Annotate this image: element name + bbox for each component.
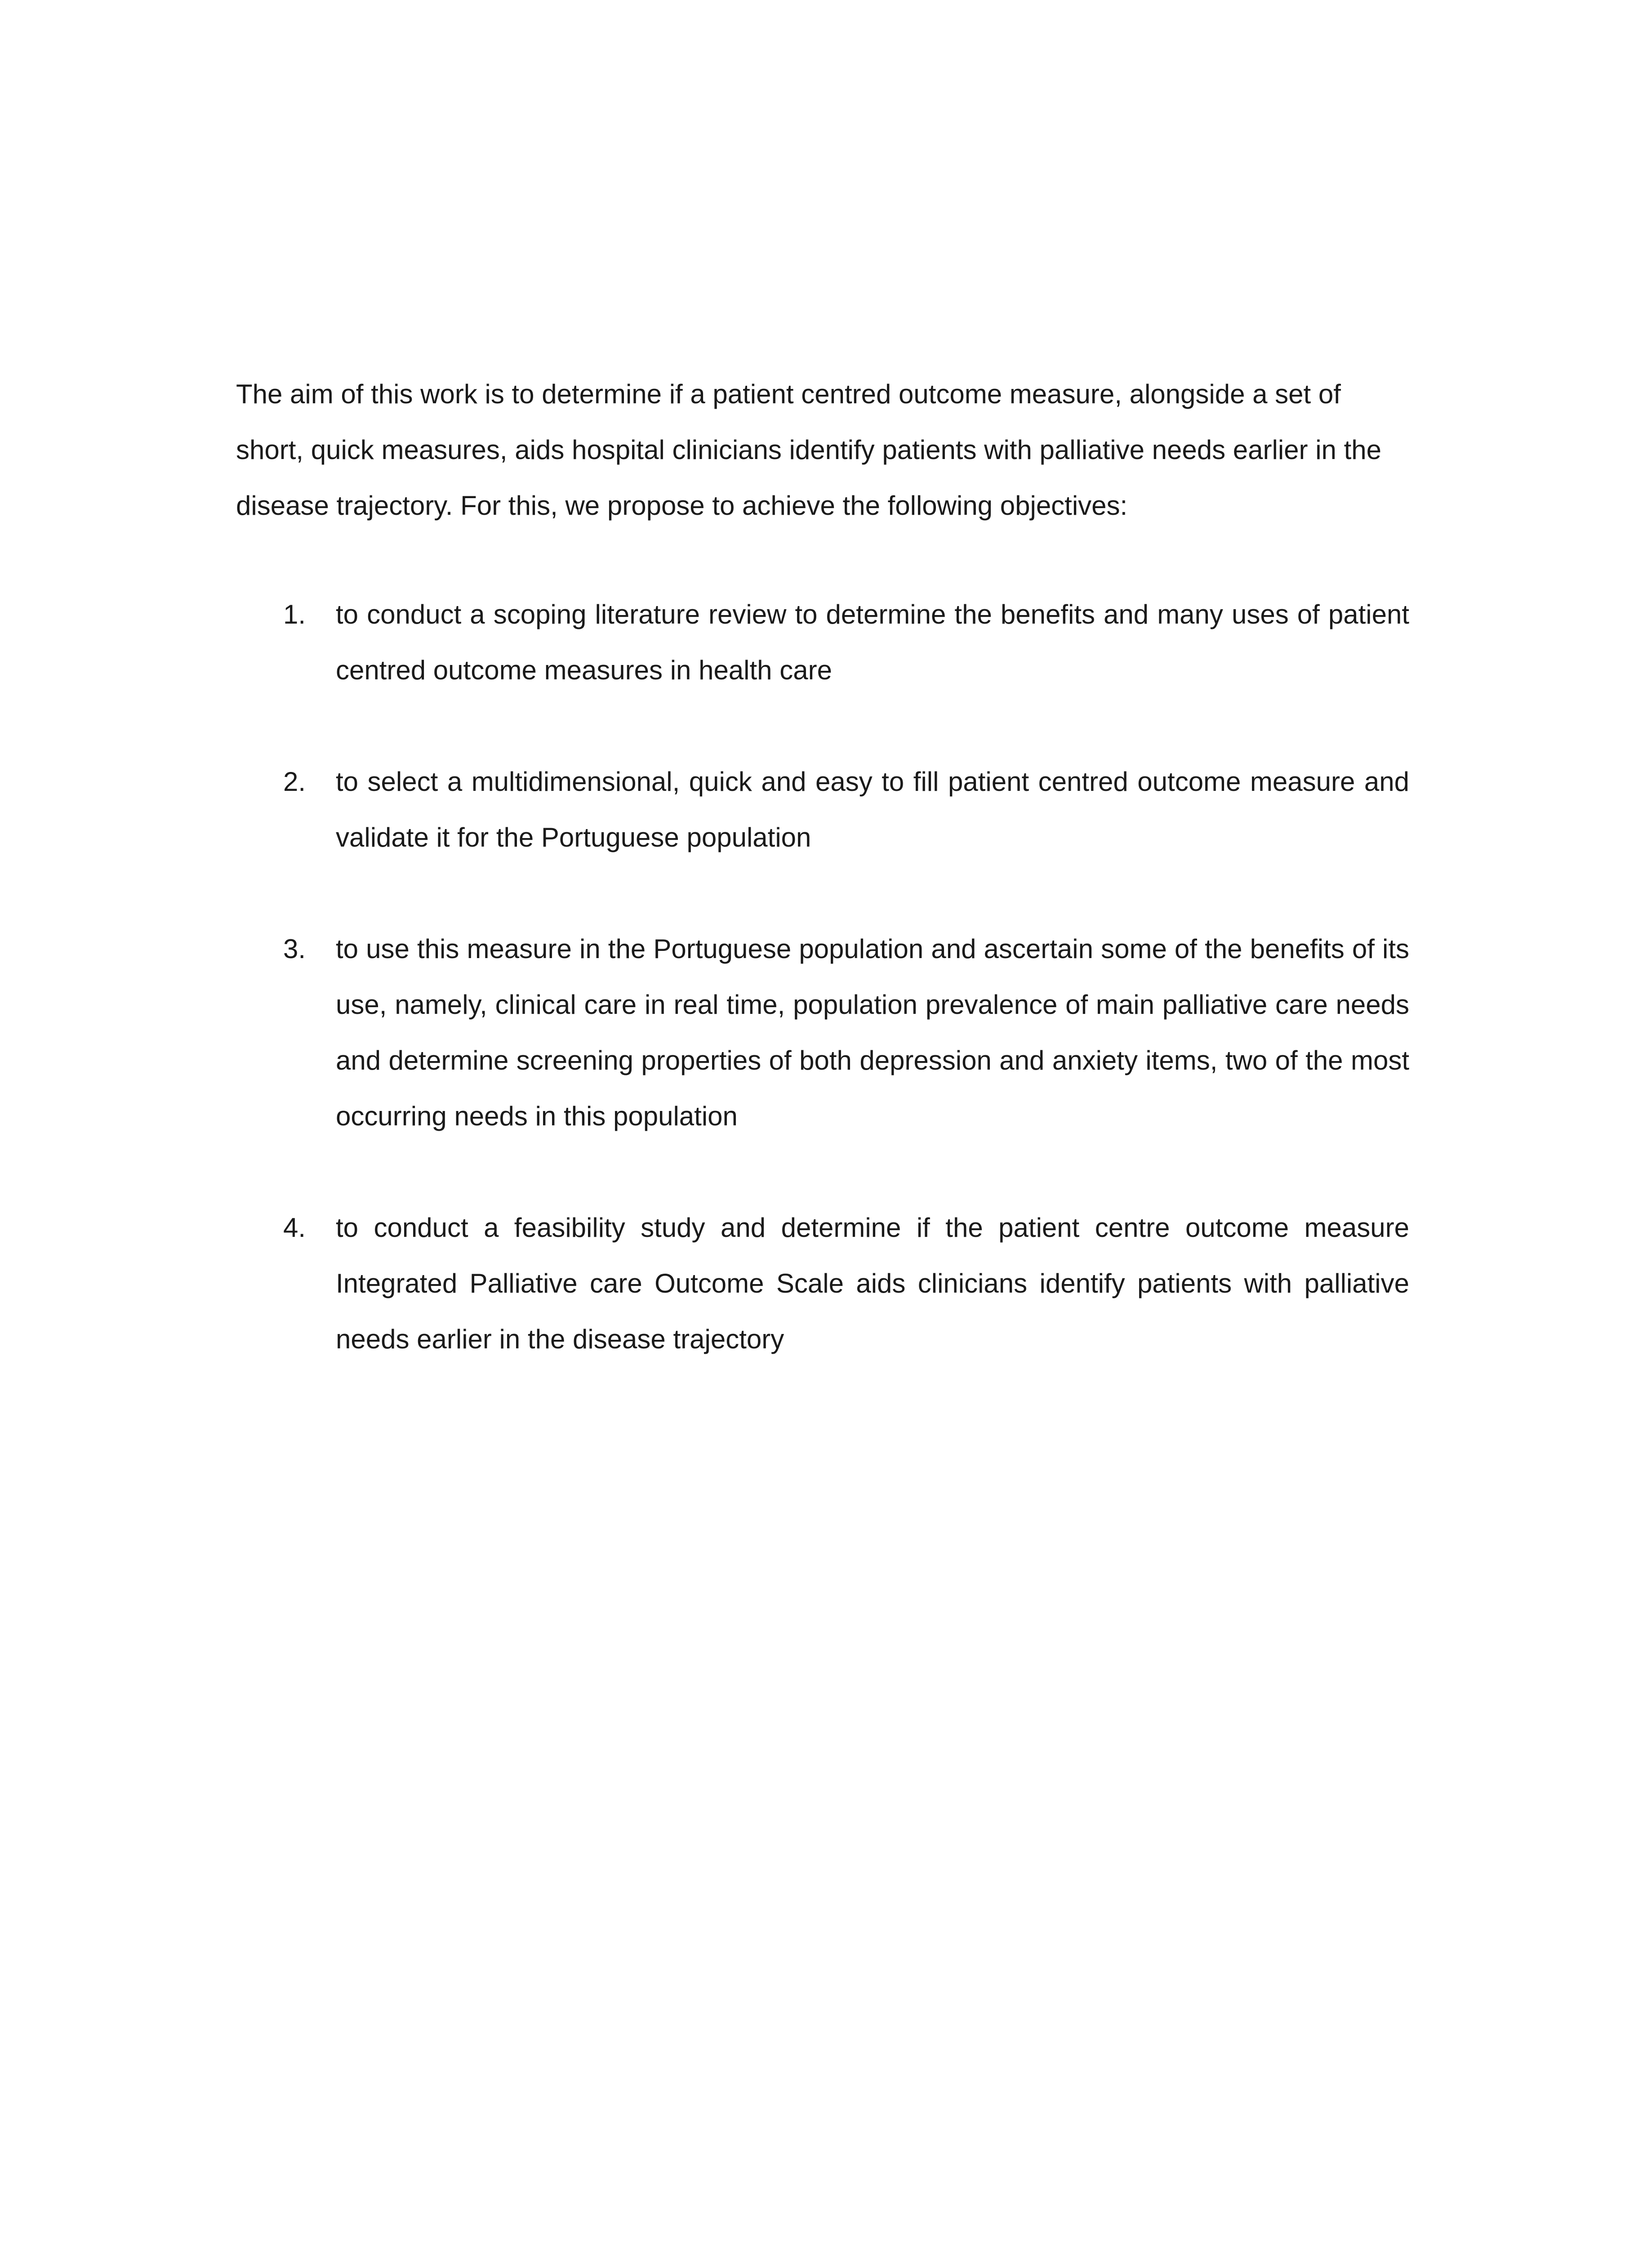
- objectives-list: [236, 587, 1409, 1423]
- objective-text: to use this measure in the Portuguese population and ascertain some of the benefits of its use, namely, clinical care in real time, population prevalence of main palliative care needs and determine screening properties of both depression and anxiety items, two of the most occurring needs in this population: [336, 934, 1409, 1131]
- objective-number: 4.: [283, 1213, 306, 1243]
- objective-item: [236, 587, 1409, 698]
- objective-text: to conduct a feasibility study and determine if the patient centre outcome measure Integrated Palliative care Outcome Scale aids clinicians identify patients with palliative needs earlier in the disease trajectory: [336, 1213, 1409, 1354]
- objective-item: [236, 754, 1409, 865]
- objective-number: 2.: [283, 767, 306, 797]
- objective-item: [236, 1200, 1409, 1367]
- intro-paragraph: The aim of this work is to determine if a patient centred outcome measure, alongside a set of short, quick measures, aids hospital clinicians identify patients with palliative needs earlier in the disease trajectory. For this, we propose to achieve the following objectives:: [236, 379, 1381, 521]
- objective-text: to select a multidimensional, quick and easy to fill patient centred outcome measure and validate it for the Portuguese population: [336, 767, 1409, 852]
- objective-number: 1.: [283, 599, 306, 629]
- objective-item: [236, 921, 1409, 1144]
- objective-text: to conduct a scoping literature review to determine the benefits and many uses of patient centred outcome measures in health care: [336, 599, 1409, 685]
- objective-number: 3.: [283, 934, 306, 964]
